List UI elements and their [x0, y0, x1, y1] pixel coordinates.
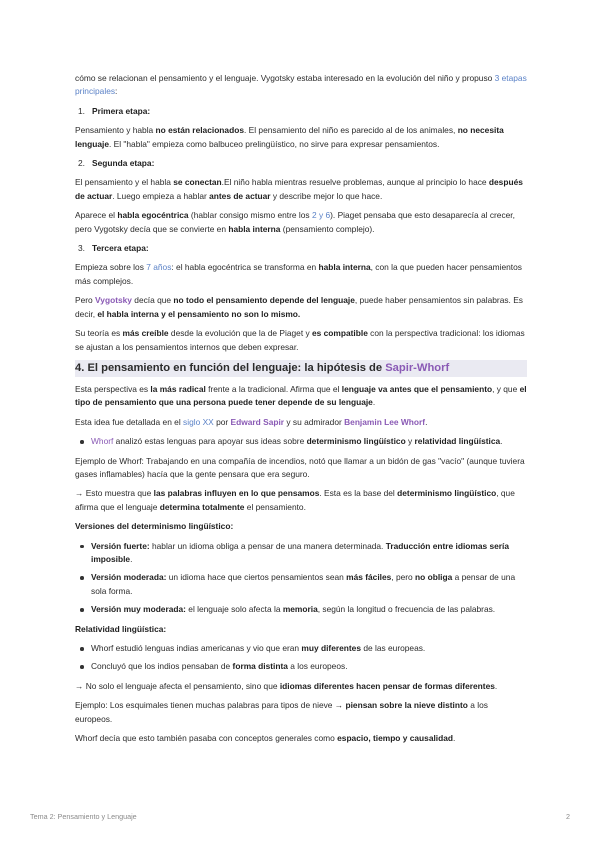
section-heading-4: 4. El pensamiento en función del lenguaje: la hipótesis de Sapir-Whorf: [75, 360, 527, 377]
subheading-relativity: Relatividad lingüística:: [75, 623, 167, 634]
paragraph-stage-3: Empieza sobre los 7 años: el habla egocéntrica se transforma en habla interna, con la que pueden hacer pensamientos más complejos.: [75, 262, 522, 286]
list-item: Versión muy moderada: el lenguaje solo afecta la memoria, según la longitud o frecuencia de las palabras.: [75, 603, 527, 616]
link-7-anos[interactable]: 7 años: [146, 262, 172, 273]
paragraph-detailed: Esta idea fue detallada en el siglo XX por Edward Sapir y su admirador Benjamin Lee Whorf.: [75, 416, 428, 427]
name-edward-sapir: Edward Sapir: [230, 416, 285, 427]
list-item: Versión fuerte: hablar un idioma obliga a pensar de una manera determinada. Traducción entre idiomas sería imposible.: [75, 540, 527, 567]
paragraph-vygotsky: Pero Vygotsky decía que no todo el pensamiento depende del lenguaje, puede haber pensamientos sin palabras. Es decir, el habla interna y el pensamiento no son lo mismo.: [75, 295, 523, 319]
paragraph-example-whorf: Ejemplo de Whorf: Trabajando en una compañía de incendios, notó que llamar a un bidón de gas "vacío" (aunque tuviera gases inflamables) hacía que la gente pensara que era seguro.: [75, 455, 525, 479]
paragraph-stage-1: Pensamiento y habla no están relacionados. El pensamiento del niño es parecido al de los animales, no necesita lenguaje. El "habla" empieza como balbuceo prelingüístico, no sirve para expresar pensamientos.: [75, 125, 504, 149]
step-2-heading: 2. Segunda etapa:: [78, 158, 155, 169]
list-item: Whorf analizó estas lenguas para apoyar sus ideas sobre determinismo lingüístico y relatividad lingüística.: [75, 435, 527, 448]
list-whorf: [75, 435, 527, 448]
paragraph-theory: Su teoría es más creíble desde la evolución que la de Piaget y es compatible con la perspectiva tradicional: los idiomas se ajustan a los pensamientos internos que deben expresar.: [75, 328, 525, 352]
name-benjamin-lee-whorf: Benjamin Lee Whorf: [344, 416, 426, 427]
link-3-etapas[interactable]: 3 etapas principales: [75, 73, 527, 97]
name-vygotsky: Vygotsky: [95, 295, 132, 306]
list-item: Concluyó que los indios pensaban de forma distinta a los europeos.: [75, 660, 527, 673]
name-whorf: Whorf: [91, 436, 114, 447]
name-sapir-whorf: Sapir-Whorf: [385, 361, 450, 374]
paragraph-egocentric: Aparece el habla egocéntrica (hablar consigo mismo entre los 2 y 6). Piaget pensaba que esto desaparecía al crecer, pero Vygotsky decía que se convierte en habla interna (pensamiento complejo).: [75, 210, 515, 234]
list-item: Versión moderada: un idioma hace que ciertos pensamientos sean más fáciles, pero no obliga a pensar de una sola forma.: [75, 571, 527, 598]
footer-title: Tema 2: Pensamiento y Lenguaje: [30, 812, 137, 821]
list-versions: [75, 540, 527, 617]
step-3-heading: 3. Tercera etapa:: [78, 243, 149, 254]
paragraph-eskimo: Ejemplo: Los esquimales tienen muchas palabras para tipos de nieve → piensan sobre la nieve distinto a los europeos.: [75, 700, 488, 724]
step-1-heading: 1. Primera etapa:: [78, 105, 151, 116]
document-body: [75, 72, 527, 751]
list-item: Whorf estudió lenguas indias americanas y vio que eran muy diferentes de las europeas.: [75, 642, 527, 655]
link-siglo-xx[interactable]: siglo XX: [183, 416, 214, 427]
list-relativity: [75, 642, 527, 674]
link-2-y-6[interactable]: 2 y 6: [311, 210, 331, 221]
paragraph-arrow-2: → No solo el lenguaje afecta el pensamiento, sino que idiomas diferentes hacen pensar de formas diferentes.: [75, 680, 498, 691]
paragraph-concepts: Whorf decía que esto también pasaba con conceptos generales como espacio, tiempo y causalidad.: [75, 733, 456, 744]
paragraph-stage-2: El pensamiento y el habla se conectan.El niño habla mientras resuelve problemas, aunque al principio lo hace después de actuar. Luego empieza a hablar antes de actuar y describe mejor lo que hace.: [75, 177, 523, 201]
paragraph-intro: cómo se relacionan el pensamiento y el lenguaje. Vygotsky estaba interesado en la evolución del niño y propuso 3 etapas principales:: [75, 73, 527, 97]
paragraph-arrow-1: → Esto muestra que las palabras influyen en lo que pensamos. Esta es la base del determinismo lingüístico, que afirma que el lenguaje determina totalmente el pensamiento.: [75, 488, 515, 512]
page-number: 2: [566, 812, 570, 821]
subheading-versions: Versiones del determinismo lingüístico:: [75, 521, 234, 532]
paragraph-radical: Esta perspectiva es la más radical frente a la tradicional. Afirma que el lenguaje va antes que el pensamiento, y que el tipo de pensamiento que una persona puede tener depende de su lenguaje.: [75, 383, 527, 408]
